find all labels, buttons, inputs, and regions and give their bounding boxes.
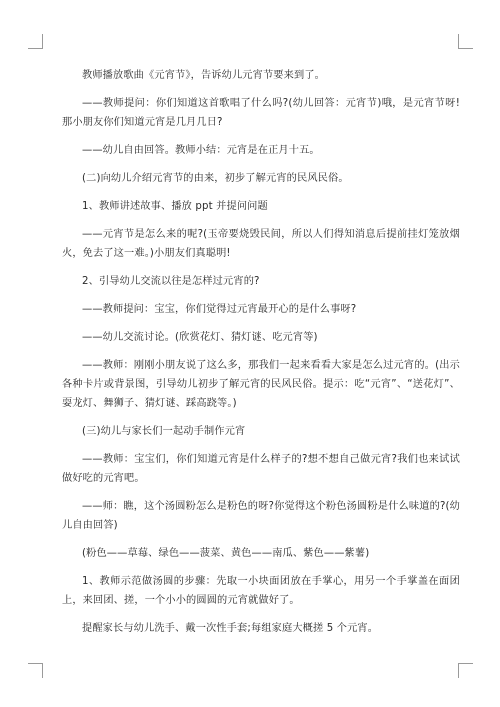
paragraph-step-story: 1、教师讲述故事、播放 ppt 并提问问题 bbox=[82, 201, 268, 212]
crop-mark-bottom-left bbox=[28, 663, 43, 678]
paragraph-color-list: (粉色——草莓、绿色——菠菜、黄色——南瓜、紫色——紫薯) bbox=[82, 548, 370, 559]
paragraph-step-exchange: 2、引导幼儿交流以往是怎样过元宵的? bbox=[82, 276, 260, 287]
crop-mark-top-right bbox=[458, 34, 473, 49]
paragraph-step-demo: 1、教师示范做汤圆的步骤：先取一小块面团放在手掌心，用另一个手掌盖在面团上，来回团、搓，一个小小的圆圆的元宵就做好了。 bbox=[62, 576, 460, 606]
paragraph-question-color: ——师：瞧，这个汤圆粉怎么是粉色的呀?你觉得这个粉色汤圆粉是什么味道的?(幼儿自由回答) bbox=[62, 501, 460, 531]
paragraph-customs: ——教师：刚刚小朋友说了这么多，那我们一起来看看大家是怎么过元宵的。(出示各种卡片或背景图，引导幼儿初步了解元宵的民风民俗。提示：吃“元宵”、“送花灯”、耍龙灯、舞狮子、猜灯谜、踩高跷等。) bbox=[62, 360, 460, 409]
paragraph-summary-date: ——幼儿自由回答。教师小结：元宵是在正月十五。 bbox=[82, 145, 320, 156]
paragraph-song-intro: 教师播放歌曲《元宵节》，告诉幼儿元宵节要来到了。 bbox=[82, 70, 325, 81]
paragraph-discussion: ——幼儿交流讨论。(欣赏花灯、猜灯谜、吃元宵等) bbox=[82, 332, 318, 343]
paragraph-question-make: ——教师：宝宝们，你们知道元宵是什么样子的?想不想自己做元宵?我们也来试试做好吃的元宵吧。 bbox=[62, 454, 460, 484]
paragraph-question-song: ——教师提问：你们知道这首歌唱了什么吗?(幼儿回答：元宵节)哦，是元宵节呀!那小朋友你们知道元宵是几月几日? bbox=[62, 98, 460, 128]
crop-mark-bottom-right bbox=[458, 663, 473, 678]
paragraph-reminder: 提醒家长与幼儿洗手、戴一次性手套;每组家庭大概搓 5 个元宵。 bbox=[82, 623, 379, 634]
crop-mark-top-left bbox=[28, 34, 43, 49]
paragraph-section-two-heading: (二)向幼儿介绍元宵节的由来，初步了解元宵的民风民俗。 bbox=[82, 173, 349, 184]
document-body bbox=[62, 66, 460, 638]
paragraph-section-three-heading: (三)幼儿与家长们一起动手制作元宵 bbox=[82, 426, 246, 437]
paragraph-question-happy: ——教师提问：宝宝，你们觉得过元宵最开心的是什么事呀? bbox=[82, 304, 357, 315]
paragraph-origin-story: ——元宵节是怎么来的呢?(玉帝要烧毁民间，所以人们得知消息后提前挂灯笼放烟火，免去了这一难。)小朋友们真聪明! bbox=[62, 229, 460, 259]
